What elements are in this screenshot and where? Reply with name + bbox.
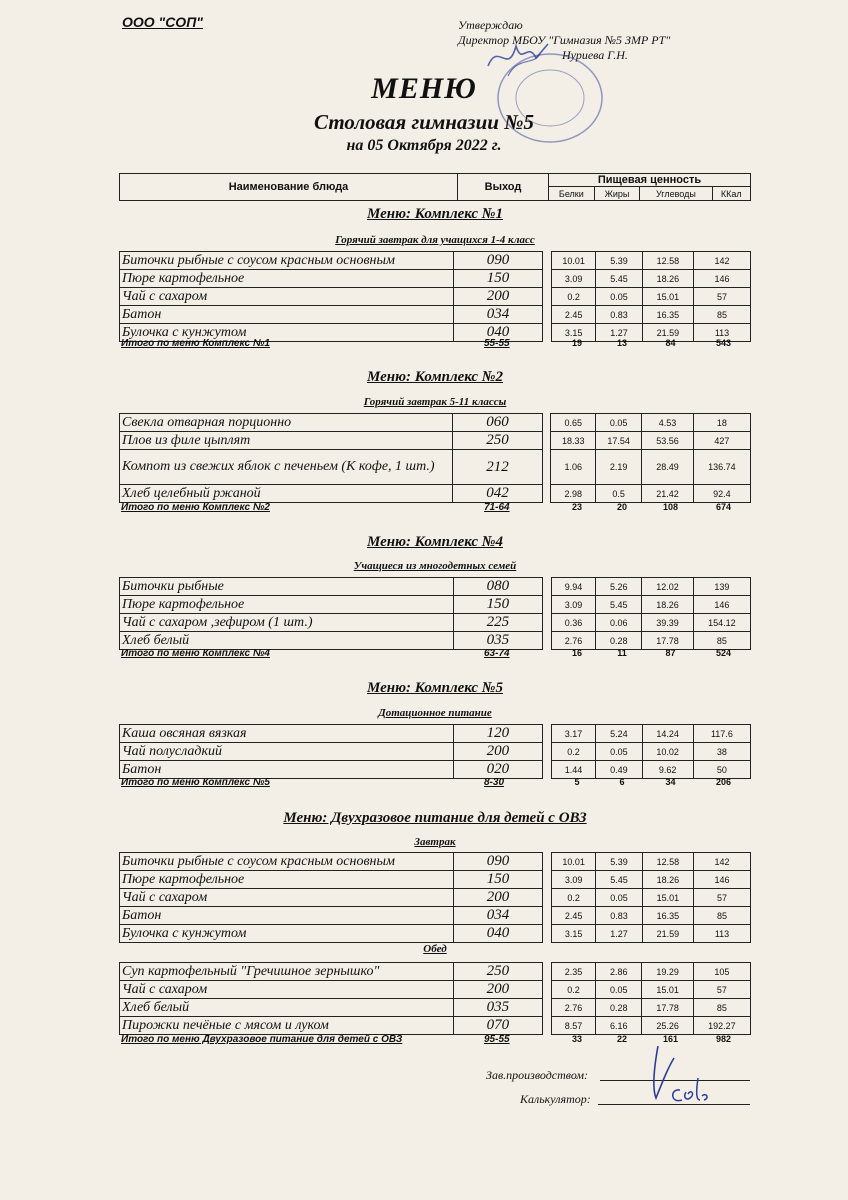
protein-value: 0.2 <box>551 981 595 999</box>
header-protein: Белки <box>549 187 595 201</box>
carbs-value: 16.35 <box>642 306 693 324</box>
protein-value: 3.09 <box>551 270 595 288</box>
carbs-value: 9.62 <box>642 761 693 779</box>
section-subtitle: Горячий завтрак для учащихся 1-4 класс <box>335 234 535 246</box>
dish-name: Свекла отварная порционно <box>120 414 453 432</box>
column-gap <box>543 889 552 907</box>
ovz-lunch-title: Обед <box>423 943 447 955</box>
table-row <box>120 853 751 871</box>
dish-name: Биточки рыбные с соусом красным основным <box>120 853 454 871</box>
total-protein: 5 <box>574 777 580 787</box>
dish-name: Чай полусладкий <box>120 743 454 761</box>
dish-output: 200 <box>453 743 542 761</box>
total-label: Итого по меню Комплекс №4 <box>121 648 270 659</box>
table-row <box>120 889 751 907</box>
total-carbs: 108 <box>662 502 679 512</box>
kcal-value: 142 <box>694 252 751 270</box>
section-subtitle: Учащиеся из многодетных семей <box>353 560 517 572</box>
fat-value: 6.16 <box>596 1017 642 1035</box>
total-fat: 22 <box>616 1034 627 1044</box>
items-table <box>119 577 751 650</box>
kcal-value: 18 <box>693 414 750 432</box>
fat-value: 0.83 <box>596 306 642 324</box>
dish-name: Булочка с кунжутом <box>120 324 454 342</box>
items-table <box>119 852 751 943</box>
kcal-value: 146 <box>693 596 750 614</box>
column-gap <box>542 450 551 485</box>
section-title: Меню: Комплекс №4 <box>367 534 503 550</box>
carbs-value: 18.26 <box>642 871 693 889</box>
total-protein: 19 <box>571 338 582 348</box>
dish-output: 090 <box>453 252 542 270</box>
protein-value: 1.06 <box>551 450 595 485</box>
fat-value: 5.39 <box>596 853 642 871</box>
kcal-value: 85 <box>694 907 751 925</box>
table-row <box>120 485 751 503</box>
header-carbs: Углеводы <box>640 187 712 201</box>
protein-value: 0.2 <box>551 288 595 306</box>
carbs-value: 15.01 <box>642 288 693 306</box>
header-output: Выход <box>458 174 549 201</box>
protein-value: 18.33 <box>551 432 595 450</box>
carbs-value: 16.35 <box>642 907 693 925</box>
protein-value: 3.15 <box>551 324 595 342</box>
fat-value: 1.27 <box>596 925 642 943</box>
total-fat: 6 <box>619 777 625 787</box>
signature-icon <box>640 1038 720 1108</box>
total-kcal: 674 <box>715 502 732 512</box>
approval-line-2: Директор МБОУ "Гимназия №5 ЗМР РТ" <box>458 33 671 47</box>
dish-name: Биточки рыбные <box>120 578 454 596</box>
section-subtitle: Дотационное питание <box>378 707 492 719</box>
column-gap <box>543 725 552 743</box>
page-subtitle: Столовая гимназии №5 <box>314 110 534 134</box>
column-gap <box>543 963 552 981</box>
table-row <box>120 725 751 743</box>
table-row <box>120 925 751 943</box>
fat-value: 5.45 <box>596 270 642 288</box>
table-row <box>120 252 751 270</box>
protein-value: 2.76 <box>551 632 595 650</box>
protein-value: 0.65 <box>551 414 595 432</box>
table-row <box>120 1017 751 1035</box>
page-title: МЕНЮ <box>371 72 477 105</box>
items-table <box>119 724 751 779</box>
column-gap <box>543 270 552 288</box>
column-gap <box>543 907 552 925</box>
fat-value: 0.05 <box>596 889 642 907</box>
total-kcal: 524 <box>715 648 732 658</box>
fat-value: 1.27 <box>596 324 642 342</box>
carbs-value: 17.78 <box>642 632 693 650</box>
total-row <box>119 648 751 662</box>
total-label: Итого по меню Комплекс №5 <box>121 777 270 788</box>
dish-output: 034 <box>453 907 542 925</box>
table-row <box>120 450 751 485</box>
fat-value: 2.19 <box>595 450 641 485</box>
dish-name: Компот из свежих яблок с печеньем (К кофе, 1 шт.) <box>120 450 453 485</box>
total-output: 71-64 <box>484 502 510 513</box>
dish-name: Пирожки печёные с мясом и луком <box>120 1017 454 1035</box>
items-table <box>119 251 751 342</box>
section-title: Меню: Комплекс №1 <box>367 206 503 222</box>
dish-name: Пюре картофельное <box>120 596 454 614</box>
carbs-value: 12.58 <box>642 252 693 270</box>
column-header <box>119 173 751 201</box>
approval-line-3: Нуриева Г.Н. <box>562 48 628 62</box>
total-label: Итого по меню Двухразовое питание для детей с ОВЗ <box>121 1034 403 1045</box>
kcal-value: 38 <box>693 743 750 761</box>
column-gap <box>543 1017 552 1035</box>
table-row <box>120 288 751 306</box>
column-gap <box>542 432 551 450</box>
items-table <box>119 413 751 503</box>
kcal-value: 57 <box>694 288 751 306</box>
header-dish: Наименование блюда <box>120 174 458 201</box>
header-fat: Жиры <box>594 187 640 201</box>
dish-output: 150 <box>453 871 542 889</box>
fat-value: 0.05 <box>596 288 642 306</box>
dish-output: 250 <box>453 432 542 450</box>
carbs-value: 39.39 <box>642 614 693 632</box>
table-row <box>120 432 751 450</box>
dish-name: Булочка с кунжутом <box>120 925 454 943</box>
total-row <box>119 502 751 516</box>
column-gap <box>543 871 552 889</box>
kcal-value: 154.12 <box>693 614 750 632</box>
total-label: Итого по меню Комплекс №2 <box>121 502 270 513</box>
dish-name: Плов из филе цыплят <box>120 432 453 450</box>
section-subtitle: Горячий завтрак 5-11 классы <box>363 396 507 408</box>
kcal-value: 427 <box>693 432 750 450</box>
protein-value: 0.2 <box>551 889 595 907</box>
total-kcal: 543 <box>715 338 732 348</box>
section-title: Меню: Комплекс №2 <box>367 369 503 385</box>
table-row <box>120 761 751 779</box>
calculator-label: Калькулятор: <box>520 1092 591 1106</box>
dish-output: 035 <box>453 999 542 1017</box>
header-kcal: ККал <box>712 187 750 201</box>
dish-output: 150 <box>453 596 542 614</box>
production-label: Зав.производством: <box>486 1068 589 1082</box>
dish-name: Чай с сахаром <box>120 288 454 306</box>
kcal-value: 113 <box>694 324 751 342</box>
carbs-value: 21.42 <box>642 485 693 503</box>
section-title: Меню: Комплекс №5 <box>367 680 503 696</box>
table-row <box>120 871 751 889</box>
total-output: 8-30 <box>484 777 505 788</box>
kcal-value: 57 <box>694 889 751 907</box>
carbs-value: 15.01 <box>642 889 693 907</box>
total-carbs: 34 <box>665 777 676 787</box>
column-gap <box>543 596 552 614</box>
protein-value: 8.57 <box>551 1017 595 1035</box>
kcal-value: 142 <box>694 853 751 871</box>
fat-value: 0.05 <box>596 743 642 761</box>
dish-name: Чай с сахаром <box>120 981 454 999</box>
column-gap <box>542 414 551 432</box>
items-table <box>119 962 751 1035</box>
total-protein: 16 <box>571 648 582 658</box>
fat-value: 5.39 <box>596 252 642 270</box>
dish-output: 040 <box>453 925 542 943</box>
table-row <box>120 907 751 925</box>
carbs-value: 21.59 <box>642 925 693 943</box>
total-output: 55-55 <box>484 338 510 349</box>
dish-output: 200 <box>453 288 542 306</box>
column-gap <box>543 743 552 761</box>
dish-name: Батон <box>120 907 454 925</box>
total-kcal: 982 <box>715 1034 732 1044</box>
dish-name: Чай с сахаром <box>120 889 454 907</box>
kcal-value: 85 <box>693 632 750 650</box>
kcal-value: 136.74 <box>693 450 750 485</box>
protein-value: 1.44 <box>551 761 595 779</box>
fat-value: 5.45 <box>596 871 642 889</box>
organization-name: ООО "СОП" <box>122 14 203 30</box>
dish-output: 035 <box>453 632 542 650</box>
protein-value: 2.45 <box>551 907 595 925</box>
dish-name: Чай с сахаром ,зефиром (1 шт.) <box>120 614 454 632</box>
column-gap <box>543 578 552 596</box>
dish-output: 200 <box>453 889 542 907</box>
fat-value: 0.05 <box>595 414 641 432</box>
total-carbs: 84 <box>665 338 676 348</box>
column-gap <box>543 761 552 779</box>
column-gap <box>542 485 551 503</box>
fat-value: 5.24 <box>596 725 642 743</box>
dish-name: Батон <box>120 761 454 779</box>
table-row <box>120 963 751 981</box>
total-row <box>119 777 751 791</box>
column-gap <box>543 288 552 306</box>
fat-value: 0.5 <box>595 485 641 503</box>
dish-output: 120 <box>453 725 542 743</box>
total-row <box>119 338 751 352</box>
table-row <box>120 596 751 614</box>
dish-output: 060 <box>453 414 542 432</box>
carbs-value: 18.26 <box>642 270 693 288</box>
dish-output: 200 <box>453 981 542 999</box>
protein-value: 10.01 <box>551 853 595 871</box>
carbs-value: 17.78 <box>642 999 693 1017</box>
carbs-value: 19.29 <box>642 963 693 981</box>
carbs-value: 14.24 <box>642 725 693 743</box>
table-row <box>120 306 751 324</box>
kcal-value: 105 <box>693 963 750 981</box>
page-date: на 05 Октября 2022 г. <box>346 137 502 154</box>
dish-name: Пюре картофельное <box>120 270 454 288</box>
kcal-value: 113 <box>694 925 751 943</box>
carbs-value: 15.01 <box>642 981 693 999</box>
dish-output: 042 <box>453 485 542 503</box>
column-gap <box>543 981 552 999</box>
protein-value: 0.2 <box>551 743 595 761</box>
fat-value: 0.28 <box>596 632 642 650</box>
dish-output: 150 <box>453 270 542 288</box>
kcal-value: 192.27 <box>693 1017 750 1035</box>
column-gap <box>543 614 552 632</box>
dish-name: Суп картофельный "Гречишное зернышко" <box>120 963 454 981</box>
total-fat: 20 <box>616 502 627 512</box>
dish-name: Пюре картофельное <box>120 871 454 889</box>
column-gap <box>543 853 552 871</box>
dish-output: 090 <box>453 853 542 871</box>
protein-value: 9.94 <box>551 578 595 596</box>
carbs-value: 4.53 <box>642 414 693 432</box>
fat-value: 0.05 <box>596 981 642 999</box>
kcal-value: 139 <box>693 578 750 596</box>
carbs-value: 12.02 <box>642 578 693 596</box>
protein-value: 10.01 <box>551 252 595 270</box>
fat-value: 0.49 <box>596 761 642 779</box>
dish-output: 225 <box>453 614 542 632</box>
kcal-value: 92.4 <box>693 485 750 503</box>
kcal-value: 85 <box>694 306 751 324</box>
protein-value: 2.35 <box>551 963 595 981</box>
total-protein: 33 <box>571 1034 582 1044</box>
kcal-value: 117.6 <box>693 725 750 743</box>
column-gap <box>543 252 552 270</box>
kcal-value: 146 <box>694 270 751 288</box>
total-carbs: 161 <box>662 1034 679 1044</box>
carbs-value: 28.49 <box>642 450 693 485</box>
total-carbs: 87 <box>665 648 676 658</box>
fat-value: 0.28 <box>596 999 642 1017</box>
carbs-value: 53.56 <box>642 432 693 450</box>
protein-value: 3.17 <box>551 725 595 743</box>
total-output: 63-74 <box>484 648 510 659</box>
carbs-value: 21.59 <box>642 324 693 342</box>
table-row <box>120 270 751 288</box>
fat-value: 5.26 <box>596 578 642 596</box>
ovz-breakfast-title: Завтрак <box>414 836 456 848</box>
protein-value: 2.45 <box>551 306 595 324</box>
dish-output: 040 <box>453 324 542 342</box>
table-row <box>120 614 751 632</box>
column-gap <box>543 925 552 943</box>
fat-value: 0.83 <box>596 907 642 925</box>
kcal-value: 146 <box>694 871 751 889</box>
ovz-title: Меню: Двухразовое питание для детей с ОВЗ <box>283 810 587 826</box>
carbs-value: 12.58 <box>642 853 693 871</box>
column-gap <box>543 999 552 1017</box>
total-fat: 13 <box>616 338 627 348</box>
dish-output: 034 <box>453 306 542 324</box>
table-row <box>120 632 751 650</box>
dish-name: Хлеб белый <box>120 999 454 1017</box>
total-output: 95-55 <box>484 1034 510 1045</box>
protein-value: 2.98 <box>551 485 595 503</box>
table-row <box>120 743 751 761</box>
dish-output: 250 <box>453 963 542 981</box>
carbs-value: 18.26 <box>642 596 693 614</box>
header-nutrition: Пищевая ценность <box>549 174 751 187</box>
total-label: Итого по меню Комплекс №1 <box>121 338 270 349</box>
fat-value: 0.06 <box>596 614 642 632</box>
kcal-value: 85 <box>693 999 750 1017</box>
dish-output: 080 <box>453 578 542 596</box>
dish-output: 212 <box>453 450 542 485</box>
column-gap <box>543 306 552 324</box>
protein-value: 3.09 <box>551 596 595 614</box>
carbs-value: 25.26 <box>642 1017 693 1035</box>
approval-line-1: Утверждаю <box>458 18 523 32</box>
fat-value: 2.86 <box>596 963 642 981</box>
total-fat: 11 <box>617 648 627 658</box>
dish-name: Хлеб белый <box>120 632 454 650</box>
fat-value: 17.54 <box>595 432 641 450</box>
protein-value: 3.09 <box>551 871 595 889</box>
carbs-value: 10.02 <box>642 743 693 761</box>
dish-name: Каша овсяная вязкая <box>120 725 454 743</box>
dish-name: Хлеб целебный ржаной <box>120 485 453 503</box>
protein-value: 0.36 <box>551 614 595 632</box>
fat-value: 5.45 <box>596 596 642 614</box>
table-row <box>120 414 751 432</box>
dish-name: Батон <box>120 306 454 324</box>
dish-output: 070 <box>453 1017 542 1035</box>
dish-output: 020 <box>453 761 542 779</box>
kcal-value: 57 <box>693 981 750 999</box>
table-row <box>120 981 751 999</box>
kcal-value: 50 <box>693 761 750 779</box>
table-row <box>120 999 751 1017</box>
table-row <box>120 578 751 596</box>
protein-value: 2.76 <box>551 999 595 1017</box>
total-kcal: 206 <box>715 777 732 787</box>
dish-name: Биточки рыбные с соусом красным основным <box>120 252 454 270</box>
total-protein: 23 <box>571 502 582 512</box>
protein-value: 3.15 <box>551 925 595 943</box>
column-gap <box>543 632 552 650</box>
